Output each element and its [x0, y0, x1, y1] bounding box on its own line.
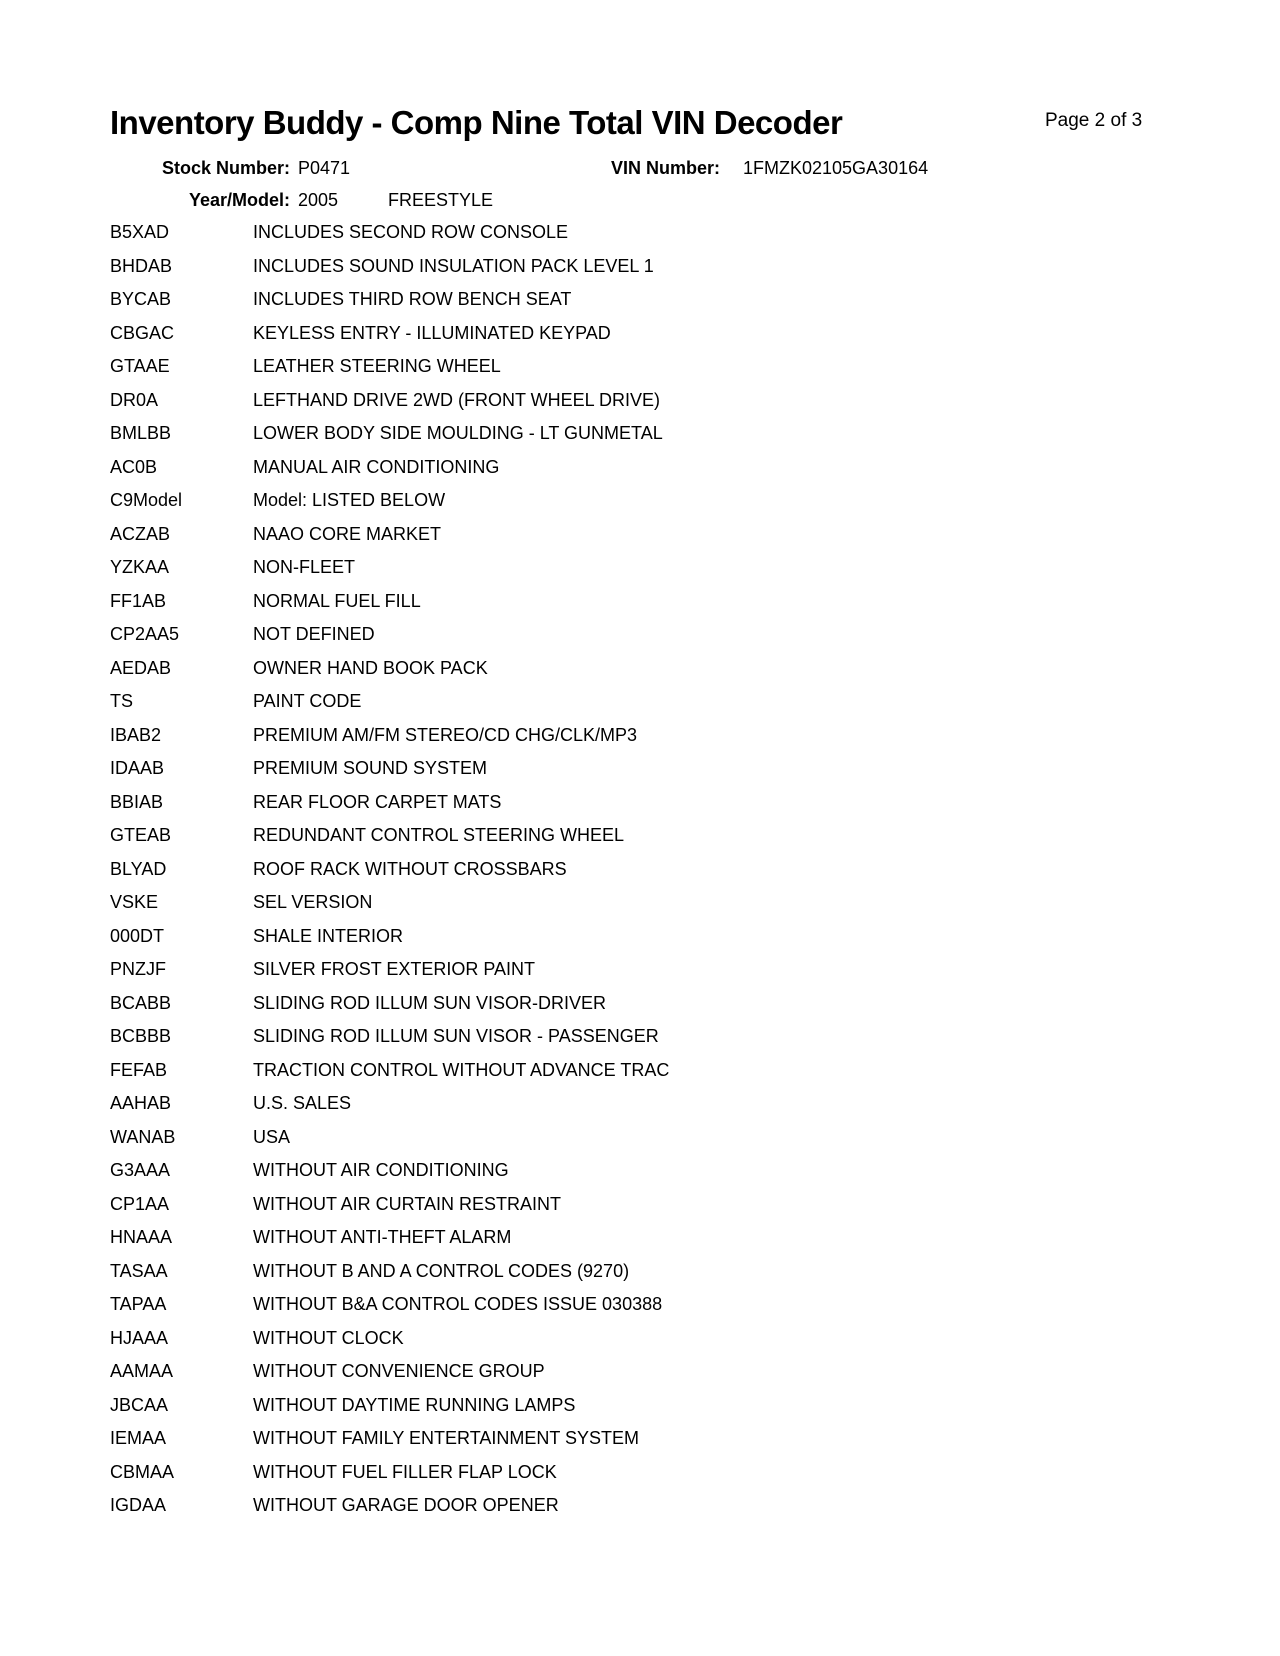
option-code: BMLBB	[110, 423, 172, 443]
option-row	[0, 925, 1280, 959]
year-model-label: Year/Model:	[188, 190, 290, 210]
option-description: LEFTHAND DRIVE 2WD (FRONT WHEEL DRIVE)	[253, 389, 661, 410]
option-code: VSKE	[110, 892, 159, 912]
options-list	[0, 221, 1280, 1528]
option-code: BHDAB	[110, 255, 173, 276]
option-description: WITHOUT FUEL FILLER FLAP LOCK	[253, 1461, 557, 1482]
option-row	[0, 757, 1280, 791]
vin-number-value: 1FMZK02105GA30164	[743, 158, 929, 178]
option-description: WITHOUT CONVENIENCE GROUP	[253, 1361, 545, 1381]
option-description: WITHOUT B&A CONTROL CODES ISSUE 030388	[253, 1294, 663, 1314]
option-description: SHALE INTERIOR	[253, 925, 404, 946]
option-description: SEL VERSION	[253, 892, 373, 912]
option-row	[0, 724, 1280, 758]
option-description: INCLUDES THIRD ROW BENCH SEAT	[253, 289, 572, 309]
option-description: NAAO CORE MARKET	[253, 523, 442, 544]
option-description: REDUNDANT CONTROL STEERING WHEEL	[253, 825, 625, 845]
option-row	[0, 221, 1280, 255]
option-row	[0, 422, 1280, 456]
vin-number-label: VIN Number:	[611, 158, 721, 178]
option-row	[0, 891, 1280, 925]
option-description: WITHOUT ANTI-THEFT ALARM	[253, 1227, 512, 1247]
option-row	[0, 690, 1280, 724]
option-code: HJAAA	[110, 1327, 169, 1348]
option-code: DR0A	[110, 389, 159, 410]
option-row	[0, 858, 1280, 892]
option-code: BCBBB	[110, 1026, 172, 1046]
option-description: SLIDING ROD ILLUM SUN VISOR - PASSENGER	[253, 1026, 659, 1046]
option-code: C9Model	[110, 490, 183, 510]
option-code: AC0B	[110, 456, 158, 477]
option-code: JBCAA	[110, 1394, 169, 1415]
option-code: AEDAB	[110, 657, 172, 678]
option-code: BLYAD	[110, 858, 167, 879]
option-description: WITHOUT CLOCK	[253, 1327, 404, 1348]
option-description: SLIDING ROD ILLUM SUN VISOR-DRIVER	[253, 992, 607, 1013]
option-description: ROOF RACK WITHOUT CROSSBARS	[253, 858, 567, 879]
option-code: BYCAB	[110, 289, 172, 309]
option-code: G3AAA	[110, 1160, 171, 1180]
option-code: GTAAE	[110, 356, 170, 376]
page-title: Inventory Buddy - Comp Nine Total VIN Decoder	[110, 104, 843, 141]
option-row	[0, 1327, 1280, 1361]
option-code: YZKAA	[110, 557, 170, 577]
option-row	[0, 1360, 1280, 1394]
option-row	[0, 1159, 1280, 1193]
option-code: PNZJF	[110, 959, 166, 979]
option-row	[0, 389, 1280, 423]
option-code: IDAAB	[110, 758, 165, 778]
option-row	[0, 1126, 1280, 1160]
option-description: NORMAL FUEL FILL	[253, 590, 421, 611]
option-description: PREMIUM SOUND SYSTEM	[253, 758, 488, 778]
option-description: WITHOUT GARAGE DOOR OPENER	[253, 1495, 559, 1515]
option-description: NOT DEFINED	[253, 624, 375, 644]
model-value: FREESTYLE	[388, 190, 494, 210]
option-description: PAINT CODE	[253, 691, 362, 711]
option-code: CBMAA	[110, 1461, 175, 1482]
option-description: PREMIUM AM/FM STEREO/CD CHG/CLK/MP3	[253, 724, 638, 745]
option-description: WITHOUT B AND A CONTROL CODES (9270)	[253, 1260, 630, 1281]
option-description: WITHOUT AIR CONDITIONING	[253, 1160, 509, 1180]
option-row	[0, 355, 1280, 389]
option-description: TRACTION CONTROL WITHOUT ADVANCE TRAC	[253, 1059, 670, 1080]
option-code: FEFAB	[110, 1059, 168, 1080]
option-row	[0, 657, 1280, 691]
option-code: TASAA	[110, 1260, 168, 1281]
option-description: Model: LISTED BELOW	[253, 490, 446, 510]
option-code: ACZAB	[110, 523, 171, 544]
option-code: IEMAA	[110, 1428, 167, 1448]
option-code: CP2AA5	[110, 624, 180, 644]
option-code: CBGAC	[110, 322, 175, 343]
option-code: TAPAA	[110, 1294, 167, 1314]
option-description: U.S. SALES	[253, 1093, 352, 1113]
option-row	[0, 523, 1280, 557]
option-row	[0, 288, 1280, 322]
option-row	[0, 1226, 1280, 1260]
option-row	[0, 1427, 1280, 1461]
option-row	[0, 1025, 1280, 1059]
stock-number-value: P0471	[298, 158, 351, 178]
option-row	[0, 1260, 1280, 1294]
option-description: NON-FLEET	[253, 557, 356, 577]
option-row	[0, 1092, 1280, 1126]
option-code: AAMAA	[110, 1361, 174, 1381]
option-description: MANUAL AIR CONDITIONING	[253, 456, 500, 477]
option-code: IBAB2	[110, 724, 162, 745]
option-description: LEATHER STEERING WHEEL	[253, 356, 501, 376]
option-row	[0, 824, 1280, 858]
option-code: BBIAB	[110, 791, 164, 812]
option-row	[0, 556, 1280, 590]
option-row	[0, 255, 1280, 289]
option-description: WITHOUT FAMILY ENTERTAINMENT SYSTEM	[253, 1428, 640, 1448]
option-code: TS	[110, 691, 134, 711]
option-code: B5XAD	[110, 222, 170, 242]
option-description: SILVER FROST EXTERIOR PAINT	[253, 959, 536, 979]
option-code: BCABB	[110, 992, 172, 1013]
option-row	[0, 791, 1280, 825]
option-description: USA	[253, 1126, 291, 1147]
option-row	[0, 322, 1280, 356]
option-code: AAHAB	[110, 1093, 172, 1113]
year-value: 2005	[298, 190, 339, 210]
option-row	[0, 1394, 1280, 1428]
option-description: KEYLESS ENTRY - ILLUMINATED KEYPAD	[253, 322, 611, 343]
page-indicator: Page 2 of 3	[1045, 110, 1143, 131]
option-description: REAR FLOOR CARPET MATS	[253, 791, 502, 812]
option-row	[0, 1059, 1280, 1093]
option-code: HNAAA	[110, 1227, 173, 1247]
option-description: WITHOUT DAYTIME RUNNING LAMPS	[253, 1394, 576, 1415]
option-description: LOWER BODY SIDE MOULDING - LT GUNMETAL	[253, 423, 663, 443]
option-code: CP1AA	[110, 1193, 170, 1214]
option-row	[0, 1293, 1280, 1327]
option-row	[0, 489, 1280, 523]
option-code: WANAB	[110, 1126, 176, 1147]
option-description: WITHOUT AIR CURTAIN RESTRAINT	[253, 1193, 562, 1214]
option-row	[0, 958, 1280, 992]
option-code: FF1AB	[110, 590, 167, 611]
option-code: IGDAA	[110, 1495, 167, 1515]
option-description: OWNER HAND BOOK PACK	[253, 657, 488, 678]
option-row	[0, 1461, 1280, 1495]
option-row	[0, 623, 1280, 657]
option-row	[0, 590, 1280, 624]
option-row	[0, 1494, 1280, 1528]
stock-number-label: Stock Number:	[161, 158, 290, 178]
option-row	[0, 1193, 1280, 1227]
option-row	[0, 992, 1280, 1026]
option-code: 000DT	[110, 925, 165, 946]
option-description: INCLUDES SOUND INSULATION PACK LEVEL 1	[253, 255, 654, 276]
option-row	[0, 456, 1280, 490]
option-description: INCLUDES SECOND ROW CONSOLE	[253, 222, 569, 242]
option-code: GTEAB	[110, 825, 172, 845]
